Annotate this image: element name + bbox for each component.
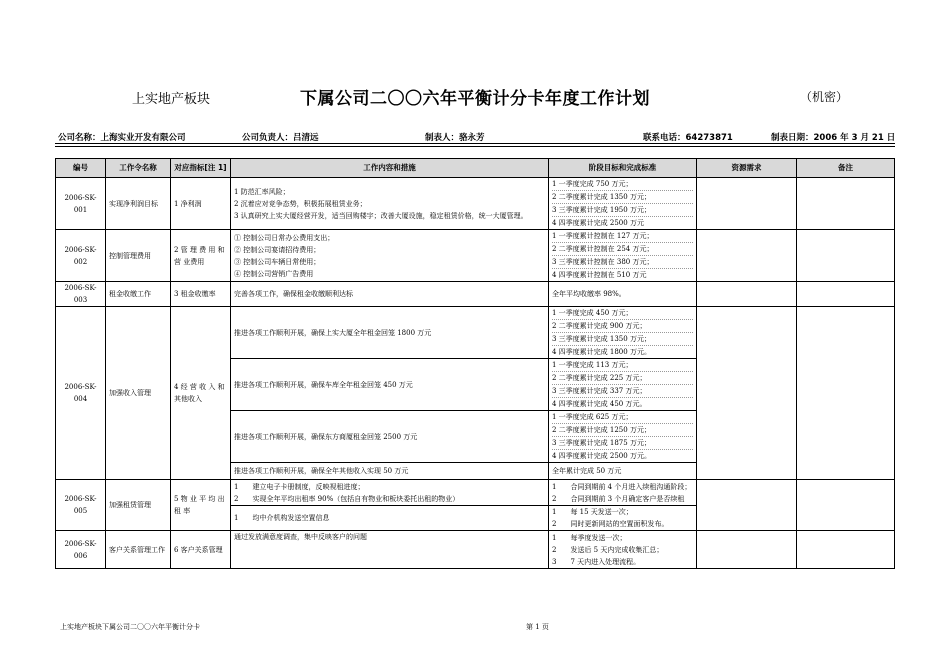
work-plan-table (55, 158, 895, 569)
row-stages (549, 178, 697, 230)
stage-line: 4 四季度累计完成 2500 万元 (552, 219, 644, 227)
row-content: 1 均中介机构发送空置信息 (231, 506, 549, 531)
row-id: 2006-SK-005 (56, 480, 106, 531)
row-id: 2006-SK-003 (56, 282, 106, 307)
stage-line: 4 四季度累计完成 2500 万元。 (552, 452, 651, 460)
row-name: 加强收入管理 (106, 307, 171, 480)
stage-line: 4 四季度累计完成 450 万元。 (552, 400, 647, 408)
stage-line: 4 四季度累计完成 1800 万元。 (552, 348, 651, 356)
row-stages (549, 531, 697, 569)
row-content: 推进各项工作顺利开展，确保东方商厦租金回笼 2500 万元 (231, 411, 549, 463)
content-line: ③ 控制公司车辆日常使用； (234, 257, 321, 266)
stage-line: 1 合同到期前 4 个月进入续租沟通阶段； (552, 482, 692, 491)
table-row (56, 282, 895, 307)
col-header: 对应指标[注 1] (171, 159, 231, 178)
row-resources (697, 480, 797, 531)
row-notes (797, 230, 895, 282)
col-header: 编号 (56, 159, 106, 178)
row-name: 客户关系管理工作 (106, 531, 171, 569)
table-row (56, 307, 895, 359)
row-id: 2006-SK-006 (56, 531, 106, 569)
contact-phone: 联系电话：64273871 (643, 133, 733, 143)
stage-line: 3 三季度累计完成 1950 万元； (552, 204, 693, 217)
prepared-date: 制表日期：2006 年 3 月 21 日 (771, 133, 896, 143)
content-line: 2 沉着应对竞争态势，积极拓展租赁业务； (234, 199, 367, 208)
row-stages (549, 230, 697, 282)
row-content: 推进各项工作顺利开展，确保全年其他收入实现 50 万元 (231, 463, 549, 480)
table-row (56, 480, 895, 506)
row-content: 推进各项工作顺利开展，确保车库全年租金回笼 450 万元 (231, 359, 549, 411)
row-indicator: 2 管 理 费 用 和 营 业费用 (171, 230, 231, 282)
row-notes (797, 480, 895, 531)
row-notes (797, 178, 895, 230)
row-content: 通过发放满意度调查，集中反映客户的问题 (231, 531, 549, 569)
col-header: 资源需求 (697, 159, 797, 178)
row-stages: 全年累计完成 50 万元 (549, 463, 697, 480)
row-id: 2006-SK-002 (56, 230, 106, 282)
content-line: 1 建立电子卡册制度，反映视租进度； (234, 482, 365, 491)
col-header: 工作内容和措施 (231, 159, 549, 178)
content-line: 2 实现全年平均出租率 90%（包括自有物业和板块委托出租的物业） (234, 494, 460, 503)
row-content (231, 178, 549, 230)
stage-line: 3 三季度累计完成 1875 万元； (552, 437, 693, 450)
confidential-mark: （机密） (800, 90, 849, 104)
stage-line: 3 7 天内进入处理流程。 (552, 557, 641, 566)
stage-line: 1 一季度完成 113 万元； (552, 359, 693, 372)
row-resources (697, 307, 797, 480)
row-name: 控制管理费用 (106, 230, 171, 282)
stage-line: 2 同时更新网站的空置面积发布。 (552, 520, 669, 528)
col-header: 备注 (797, 159, 895, 178)
row-id: 2006-SK-004 (56, 307, 106, 480)
footer-doc-title: 上实地产板块下属公司二〇〇六年平衡计分卡 (60, 623, 200, 631)
col-header: 工作令名称 (106, 159, 171, 178)
stage-line: 2 二季度累计完成 1350 万元； (552, 191, 693, 204)
page-title: 下属公司二〇〇六年平衡计分卡年度工作计划 (300, 89, 650, 109)
company-owner: 公司负责人：吕清远 (242, 133, 319, 143)
stage-line: 2 二季度累计控制在 254 万元； (552, 243, 693, 256)
row-resources (697, 282, 797, 307)
stage-line: 2 合同到期前 3 个月确定客户是否续租 (552, 494, 685, 503)
row-name: 租金收缴工作 (106, 282, 171, 307)
stage-line: 3 三季度累计完成 337 万元； (552, 385, 693, 398)
table-row (56, 531, 895, 569)
stage-line: 1 每 15 天发送一次； (552, 508, 633, 516)
row-stages (549, 480, 697, 506)
row-stages (549, 307, 697, 359)
stage-line: 1 一季度累计控制在 127 万元； (552, 230, 693, 243)
stage-line: 1 一季度完成 450 万元； (552, 307, 693, 320)
row-resources (697, 178, 797, 230)
content-line: 3 认真研究上实大厦经营开发，适当回购楼宇；改善大厦设施，稳定租赁价格，统一大厦管理。 (234, 211, 528, 220)
row-indicator: 4 经 营 收 入 和 其他收入 (171, 307, 231, 480)
stage-line: 3 三季度累计完成 1350 万元； (552, 333, 693, 346)
row-indicator: 5 物 业 平 均 出 租 率 (171, 480, 231, 531)
sector-label: 上实地产板块 (132, 92, 211, 107)
stage-line: 1 每季度发送一次； (552, 533, 627, 542)
row-notes (797, 307, 895, 480)
row-content: 完善各项工作，确保租金收缴顺利达标 (231, 282, 549, 307)
row-id: 2006-SK-001 (56, 178, 106, 230)
stage-line: 1 一季度完成 625 万元； (552, 411, 693, 424)
stage-line: 2 二季度累计完成 1250 万元； (552, 424, 693, 437)
row-resources (697, 531, 797, 569)
row-notes (797, 282, 895, 307)
table-row (56, 230, 895, 282)
row-indicator: 1 净利润 (171, 178, 231, 230)
header-rule (55, 143, 895, 144)
preparer: 制表人：骆永芳 (425, 133, 485, 143)
row-stages (549, 411, 697, 463)
content-line: ② 控制公司宴请招待费用； (234, 245, 321, 254)
stage-line: 1 一季度完成 750 万元； (552, 178, 693, 191)
row-indicator: 3 租金收缴率 (171, 282, 231, 307)
row-stages: 全年平均收缴率 98%。 (549, 282, 697, 307)
row-name: 加强租赁管理 (106, 480, 171, 531)
stage-line: 3 三季度累计控制在 380 万元； (552, 256, 693, 269)
row-indicator: 6 客户关系管理 (171, 531, 231, 569)
row-content (231, 230, 549, 282)
row-content (231, 480, 549, 506)
header-rule-secondary (55, 146, 895, 147)
table-header-row (56, 159, 895, 178)
stage-line: 2 二季度累计完成 225 万元； (552, 372, 693, 385)
content-line: 1 防范汇率风险； (234, 187, 290, 196)
row-name: 实现净利润目标 (106, 178, 171, 230)
row-content: 推进各项工作顺利开展，确保上实大厦全年租金回笼 1800 万元 (231, 307, 549, 359)
col-header: 阶段目标和完成标准 (549, 159, 697, 178)
content-line: ④ 控制公司营销广告费用 (234, 269, 314, 278)
row-stages (549, 506, 697, 531)
stage-line: 2 二季度累计完成 900 万元； (552, 320, 693, 333)
row-notes (797, 531, 895, 569)
content-line: ① 控制公司日常办公费用支出； (234, 233, 335, 242)
footer-page-number: 第 1 页 (526, 623, 549, 631)
row-resources (697, 230, 797, 282)
row-stages (549, 359, 697, 411)
stage-line: 2 发送后 5 天内完成收集汇总； (552, 545, 664, 554)
company-name: 公司名称：上海实业开发有限公司 (58, 133, 186, 143)
table-row (56, 178, 895, 230)
stage-line: 4 四季度累计控制在 510 万元 (552, 271, 647, 279)
